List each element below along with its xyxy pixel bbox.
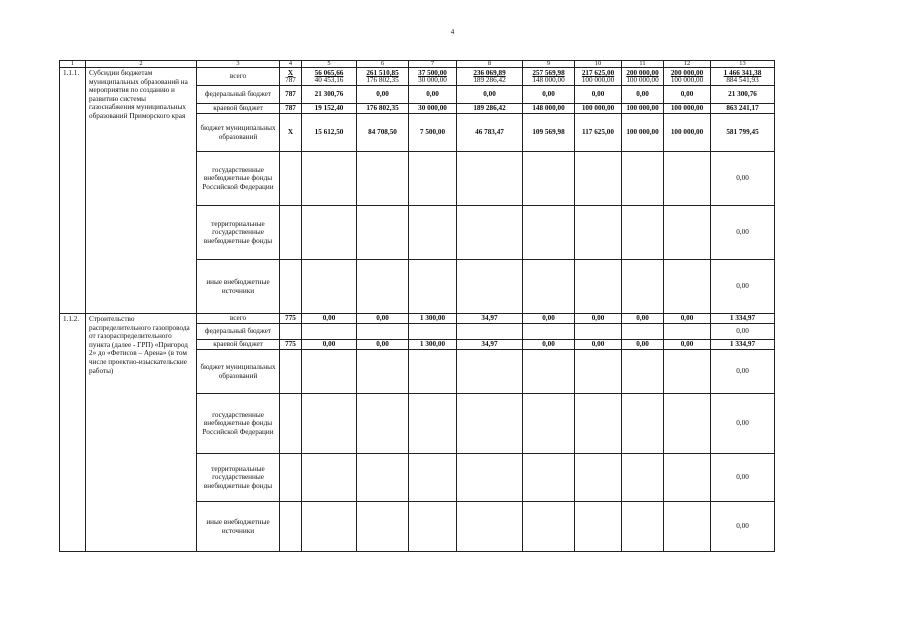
value-cell (409, 350, 457, 394)
value-cell: 100 000,00 (575, 104, 622, 114)
value-cell (409, 152, 457, 206)
table-row (60, 68, 775, 86)
value-cell (711, 68, 775, 86)
value-cell: 19 152,40 (302, 104, 357, 114)
value-cell: 0,00 (711, 502, 775, 552)
item-number: 1.1.2. (60, 314, 86, 552)
value-cell (409, 206, 457, 260)
funding-source: государственные внебюджетные фонды Российской Федерации (197, 152, 280, 206)
funding-source: иные внебюджетные источники (197, 502, 280, 552)
value-cell (457, 324, 523, 340)
budget-code: X (280, 114, 302, 152)
value-cell (575, 454, 622, 502)
value-cell (523, 502, 575, 552)
budget-code (280, 324, 302, 340)
value-cell: 21 300,76 (711, 86, 775, 104)
value-cell: 189 286,42 (457, 104, 523, 114)
budget-code (280, 260, 302, 314)
value-cell: 0,00 (664, 340, 711, 350)
value-cell: 7 500,00 (409, 114, 457, 152)
value-sub: 100 000,00 (670, 75, 704, 84)
value-total: 1 466 341,38 (723, 69, 762, 78)
budget-code (280, 68, 302, 86)
value-cell (457, 68, 523, 86)
budget-code (280, 502, 302, 552)
budget-code-sub: 787 (285, 75, 296, 84)
value-sub: 40 453,16 (314, 75, 344, 84)
value-cell (409, 394, 457, 454)
value-cell (523, 68, 575, 86)
value-cell (523, 206, 575, 260)
funding-source: иные внебюджетные источники (197, 260, 280, 314)
value-cell: 0,00 (523, 314, 575, 324)
value-cell: 1 300,00 (409, 340, 457, 350)
value-sub: 100 000,00 (626, 75, 659, 84)
value-cell: 34,97 (457, 340, 523, 350)
budget-code (280, 454, 302, 502)
budget-table (59, 60, 775, 552)
value-cell: 0,00 (711, 152, 775, 206)
value-cell (409, 260, 457, 314)
value-total: 200 000,00 (670, 69, 704, 78)
value-cell: 1 300,00 (409, 314, 457, 324)
value-cell (357, 260, 409, 314)
value-cell: 148 000,00 (523, 104, 575, 114)
value-cell (664, 260, 711, 314)
funding-source: федеральный бюджет (197, 324, 280, 340)
value-cell: 117 625,00 (575, 114, 622, 152)
value-cell (664, 68, 711, 86)
value-cell: 0,00 (622, 340, 664, 350)
value-sub: 148 000,00 (532, 75, 565, 84)
value-cell (457, 152, 523, 206)
value-cell: 109 569,98 (523, 114, 575, 152)
budget-code (280, 394, 302, 454)
value-cell: 0,00 (357, 340, 409, 350)
table-body (60, 61, 775, 552)
value-cell (457, 260, 523, 314)
value-cell (357, 152, 409, 206)
value-cell (622, 206, 664, 260)
column-number: 4 (280, 61, 302, 68)
funding-source: краевой бюджет (197, 340, 280, 350)
value-cell (523, 152, 575, 206)
value-cell (664, 206, 711, 260)
column-number: 2 (86, 61, 197, 68)
value-cell: 0,00 (664, 314, 711, 324)
value-cell (622, 152, 664, 206)
value-cell (575, 68, 622, 86)
value-cell: 100 000,00 (664, 104, 711, 114)
value-cell (302, 394, 357, 454)
value-cell (622, 68, 664, 86)
value-cell (664, 502, 711, 552)
funding-source: территориальные государственные внебюджетные фонды (197, 206, 280, 260)
value-cell (302, 350, 357, 394)
value-cell: 0,00 (622, 86, 664, 104)
value-cell (523, 260, 575, 314)
value-total: 217 625,00 (581, 69, 615, 78)
value-cell (523, 324, 575, 340)
value-cell (575, 206, 622, 260)
value-cell: 0,00 (457, 86, 523, 104)
value-cell: 1 334,97 (711, 340, 775, 350)
value-cell (409, 454, 457, 502)
item-description: Субсидии бюджетам муниципальных образований на мероприятия по созданию и развитию системы газоснабжения муниципальных образований Приморского края (86, 68, 197, 314)
value-cell: 176 802,35 (357, 104, 409, 114)
value-cell (302, 502, 357, 552)
value-sub: 176 802,35 (366, 75, 399, 84)
value-cell (302, 324, 357, 340)
value-cell: 0,00 (622, 314, 664, 324)
budget-code: 787 (280, 86, 302, 104)
budget-code (280, 206, 302, 260)
value-cell: 0,00 (357, 86, 409, 104)
value-cell: 21 300,76 (302, 86, 357, 104)
value-total: 261 510,85 (366, 69, 399, 78)
value-total: 236 069,89 (473, 69, 506, 78)
value-cell (357, 454, 409, 502)
value-cell: 0,00 (523, 86, 575, 104)
item-number: 1.1.1. (60, 68, 86, 314)
column-number: 12 (664, 61, 711, 68)
value-cell (457, 350, 523, 394)
value-cell (622, 394, 664, 454)
value-cell (664, 350, 711, 394)
value-cell (622, 260, 664, 314)
value-cell (664, 152, 711, 206)
value-cell: 46 783,47 (457, 114, 523, 152)
value-cell (622, 324, 664, 340)
value-cell (357, 394, 409, 454)
funding-source: краевой бюджет (197, 104, 280, 114)
value-total: 56 065,66 (314, 69, 344, 78)
value-total: 200 000,00 (626, 69, 659, 78)
value-cell: 1 334,97 (711, 314, 775, 324)
value-cell: 0,00 (357, 314, 409, 324)
value-cell (302, 454, 357, 502)
value-cell (622, 502, 664, 552)
value-cell: 0,00 (523, 340, 575, 350)
value-cell: 0,00 (711, 324, 775, 340)
funding-source: федеральный бюджет (197, 86, 280, 104)
budget-code (280, 152, 302, 206)
value-sub: 884 541,93 (726, 75, 759, 84)
value-cell (523, 394, 575, 454)
value-cell: 0,00 (711, 206, 775, 260)
value-cell: 100 000,00 (622, 114, 664, 152)
column-number: 3 (197, 61, 280, 68)
value-cell (302, 152, 357, 206)
value-cell: 84 708,50 (357, 114, 409, 152)
value-cell (575, 502, 622, 552)
value-cell: 0,00 (302, 314, 357, 324)
value-cell (302, 260, 357, 314)
column-number-row (60, 61, 775, 68)
value-cell (457, 206, 523, 260)
value-cell (664, 324, 711, 340)
value-cell: 34,97 (457, 314, 523, 324)
value-cell (664, 454, 711, 502)
value-cell (523, 350, 575, 394)
value-cell (523, 454, 575, 502)
value-cell (409, 68, 457, 86)
value-sub: 100 000,00 (581, 75, 615, 84)
funding-source: бюджет муниципальных образований (197, 114, 280, 152)
table-row (60, 314, 775, 324)
budget-code: 775 (280, 314, 302, 324)
column-number: 8 (457, 61, 523, 68)
value-cell (575, 350, 622, 394)
value-cell (575, 394, 622, 454)
value-cell (575, 324, 622, 340)
value-cell: 0,00 (302, 340, 357, 350)
value-cell: 100 000,00 (664, 114, 711, 152)
funding-source: всего (197, 68, 280, 86)
budget-code: 775 (280, 340, 302, 350)
funding-source: всего (197, 314, 280, 324)
funding-source: территориальные государственные внебюджетные фонды (197, 454, 280, 502)
value-total: 37 500,00 (418, 69, 447, 78)
value-cell: 0,00 (711, 394, 775, 454)
column-number: 1 (60, 61, 86, 68)
column-number: 11 (622, 61, 664, 68)
value-cell: 0,00 (575, 314, 622, 324)
value-cell (302, 206, 357, 260)
value-cell (302, 68, 357, 86)
column-number: 13 (711, 61, 775, 68)
column-number: 7 (409, 61, 457, 68)
value-cell: 0,00 (575, 86, 622, 104)
value-cell: 0,00 (711, 454, 775, 502)
item-description: Строительство распределительного газопровода от газораспределительного пункта (далее - ГРП) «Пригород 2» до «Фетисов – Арена» (в том числе проектно-изыскательские работы) (86, 314, 197, 552)
column-number: 5 (302, 61, 357, 68)
value-cell (457, 394, 523, 454)
value-cell (575, 152, 622, 206)
value-cell: 0,00 (409, 86, 457, 104)
value-cell (357, 68, 409, 86)
value-cell (357, 502, 409, 552)
value-cell: 0,00 (575, 340, 622, 350)
value-cell (357, 206, 409, 260)
value-cell: 15 612,50 (302, 114, 357, 152)
value-cell (409, 324, 457, 340)
budget-code-total: X (287, 69, 294, 78)
value-cell: 0,00 (711, 260, 775, 314)
value-sub: 30 000,00 (418, 75, 447, 84)
value-cell (457, 454, 523, 502)
funding-source: бюджет муниципальных образований (197, 350, 280, 394)
funding-source: государственные внебюджетные фонды Российской Федерации (197, 394, 280, 454)
value-cell (664, 394, 711, 454)
budget-code (280, 350, 302, 394)
value-total: 257 569,98 (532, 69, 565, 78)
column-number: 9 (523, 61, 575, 68)
value-sub: 189 286,42 (473, 75, 506, 84)
value-cell (457, 502, 523, 552)
value-cell: 863 241,17 (711, 104, 775, 114)
budget-code: 787 (280, 104, 302, 114)
column-number: 6 (357, 61, 409, 68)
value-cell (622, 454, 664, 502)
value-cell: 581 799,45 (711, 114, 775, 152)
value-cell: 30 000,00 (409, 104, 457, 114)
value-cell: 100 000,00 (622, 104, 664, 114)
page-number: 4 (450, 28, 455, 36)
value-cell: 0,00 (664, 86, 711, 104)
value-cell (622, 350, 664, 394)
value-cell (357, 350, 409, 394)
column-number: 10 (575, 61, 622, 68)
value-cell (409, 502, 457, 552)
value-cell (575, 260, 622, 314)
value-cell (357, 324, 409, 340)
value-cell: 0,00 (711, 350, 775, 394)
